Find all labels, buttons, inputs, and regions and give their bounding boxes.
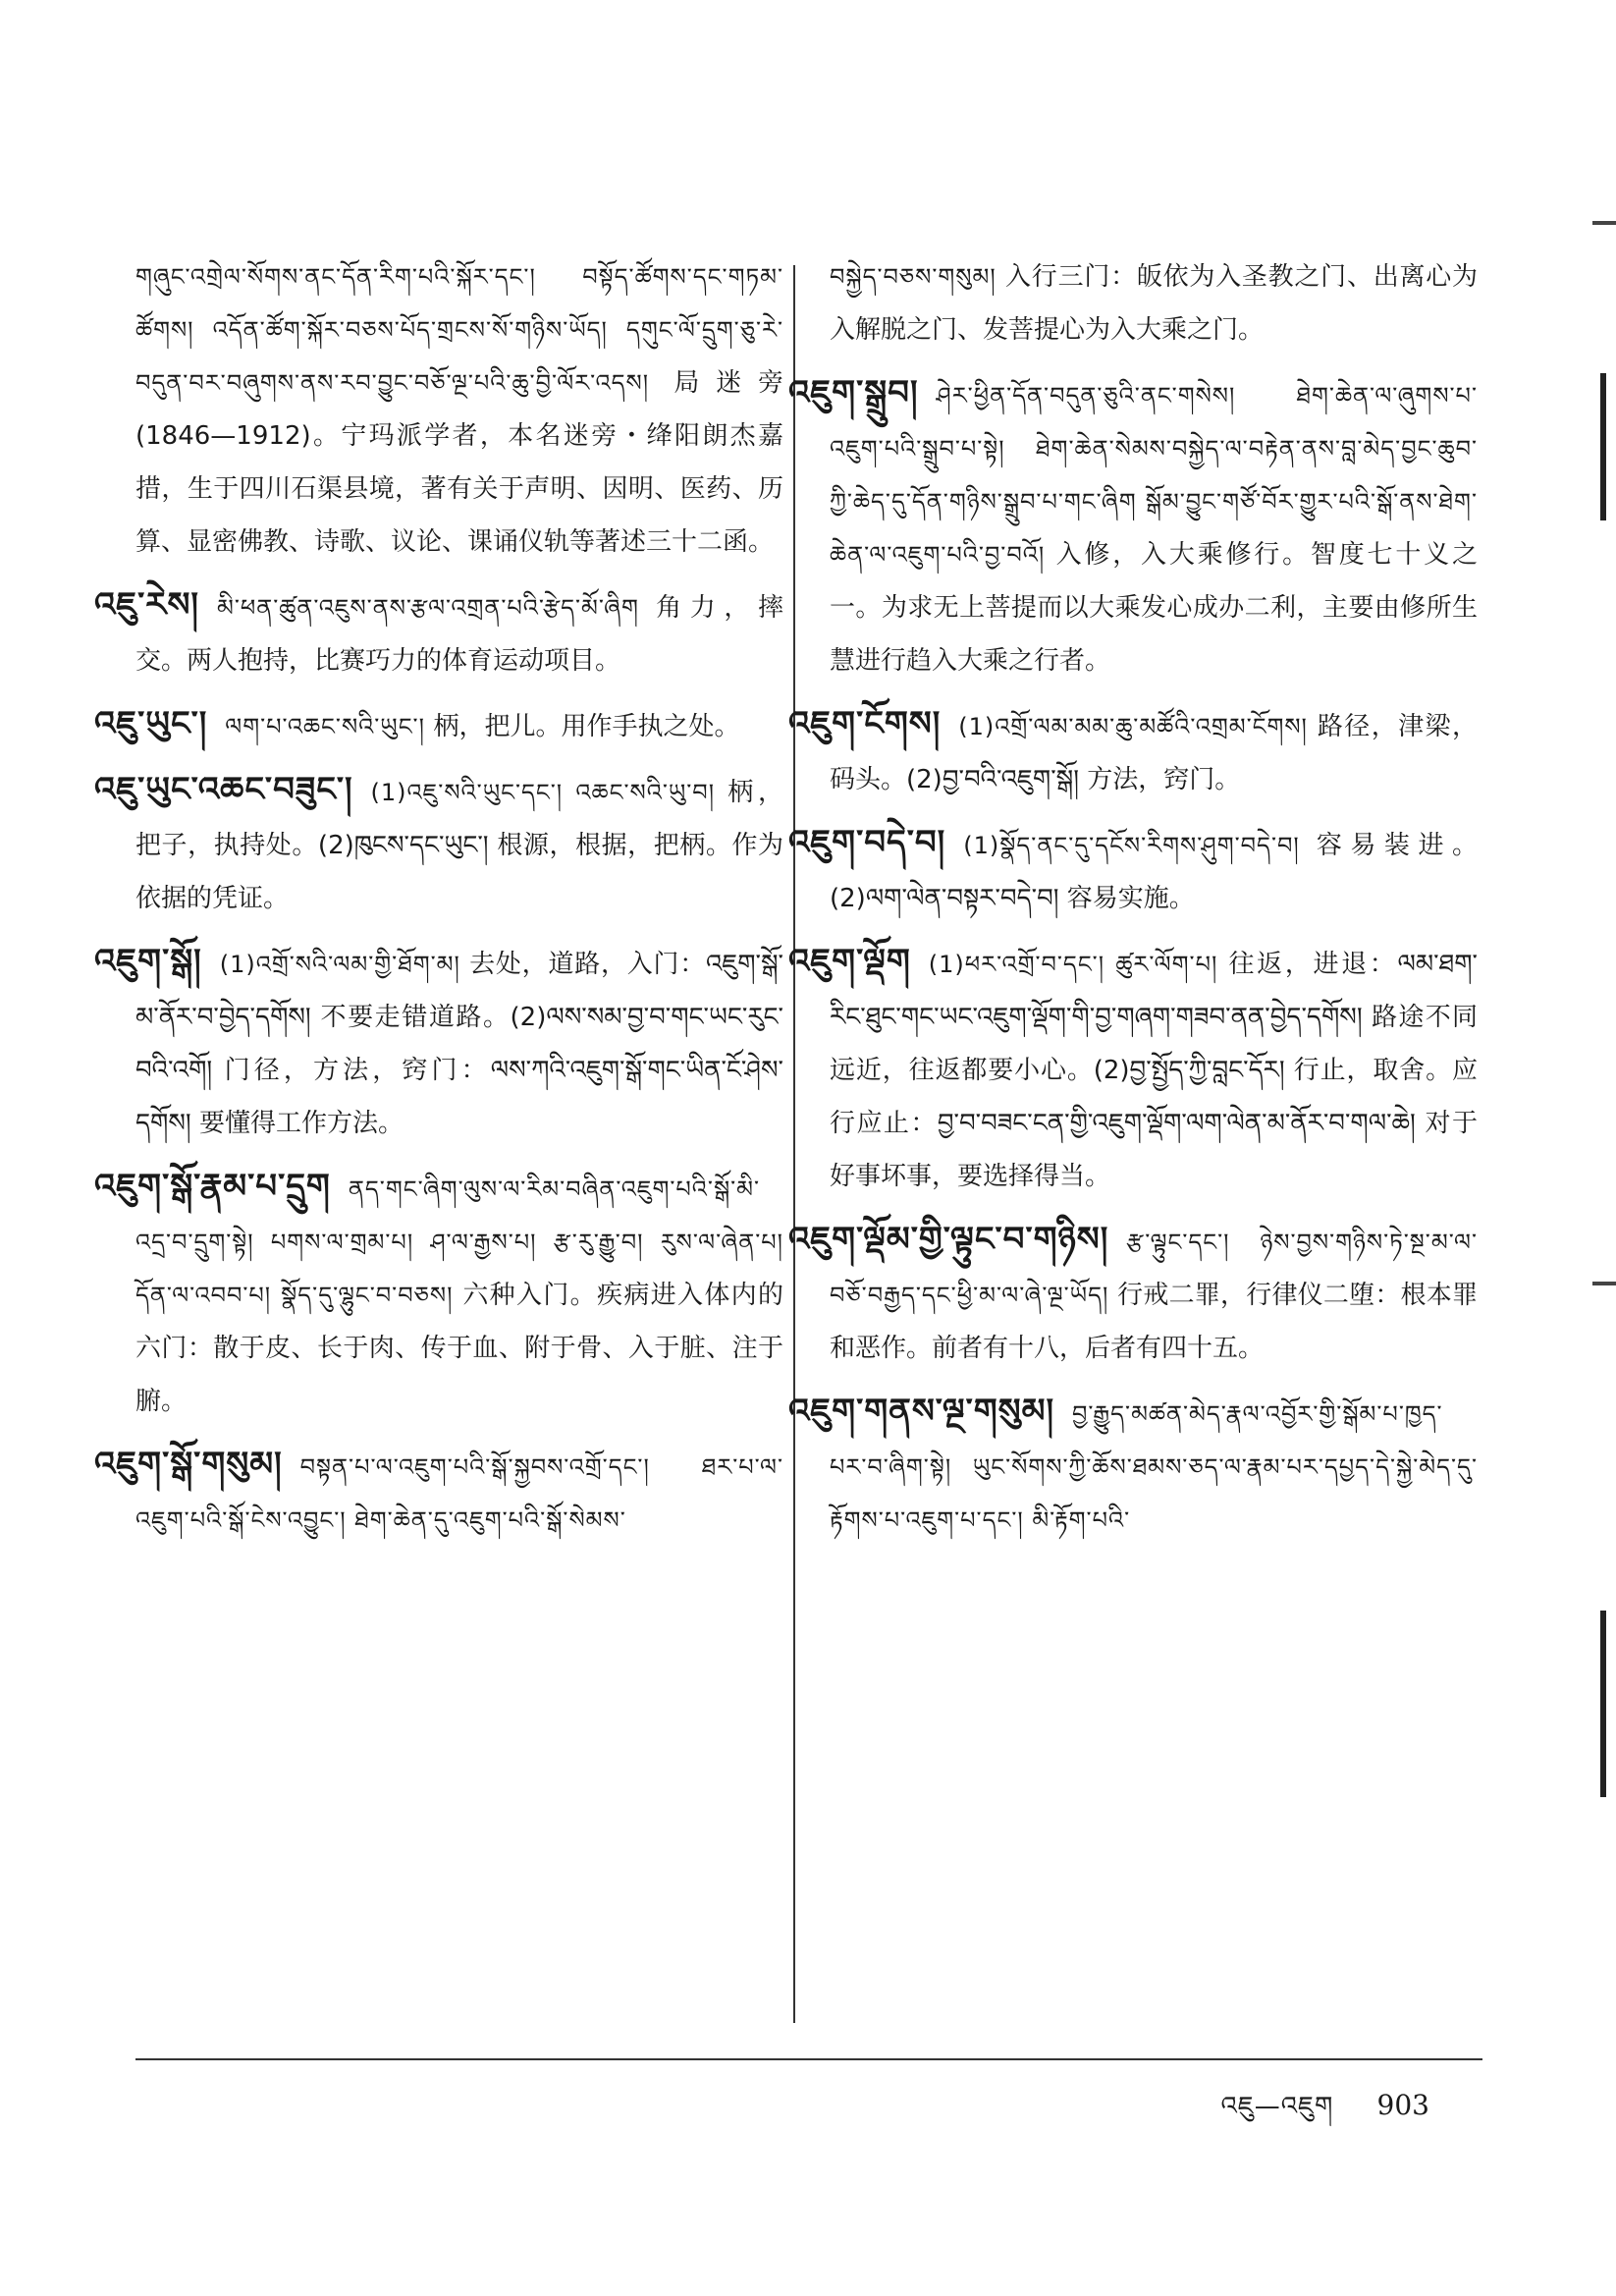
entry [94,935,783,1150]
entry-headword: འཇུ་རེས། [94,585,199,625]
entry-tibetan: གཞུང་འགྲེལ་སོགས་ནང་དོན་རིག་པའི་སྐོར་དང་། བསྟོད་ཚོགས་དང་གཏམ་ཚོགས། འདོན་ཚོག་སྐོར་བཅས་པོད་གྲངས་སོ་གཉིས་ཡོད། དགུང་ལོ་དྲུག་ཅུ་རེ་བདུན་བར་བཞུགས་ནས་རབ་བྱུང་བཅོ་ལྔ་པའི་ཆུ་བྱི་ལོར་འདས། [135,263,783,397]
entry-headword: འཇུག་ལྡོག [788,942,911,981]
entry-chinese: 路径，津梁，码头。(2)བྱ་བའི་འཇུག་སྒོ། 方法，窍门。 [830,712,1478,794]
entry-chinese: 入行三门：皈依为入圣教之门、出离心为入解脱之门、发菩提心为入大乘之门。 [830,262,1478,345]
entry [94,697,783,753]
entry-headword: འཇུག་སྒྲུབ། [788,373,919,412]
page-footer [1220,2078,1429,2150]
entry-headword: འཇུག་ངོགས། [788,704,942,743]
entry-headword: འཇུག་གནས་ལྔ་གསུམ། [788,1392,1055,1431]
entry-chinese: 去处，道路，入门：འཇུག་སྒོ་མ་ནོར་བ་བྱེད་དགོས། 不要走错道路。(2)ལས་སམ་བྱ་བ་གང་ཡང་རུང་བའི་འགོ། 门径，方法，窍门：ལས་ཀའི་འཇུག་སྒོ་གང་ཡིན་ངོ་ཤེས་དགོས། 要懂得工作方法。 [135,950,783,1138]
entry-tibetan: (1)འཇུ་སའི་ཡུང་དང་། འཆང་སའི་ཡུ་བ། [370,779,716,806]
entry-chinese: 入修，入大乘修行。智度七十义之一。为求无上菩提而以大乘发心成办二利，主要由修所生慧进行趋入大乘之行者。 [830,540,1478,676]
entry-headword: འཇུ་ཡུང་འཆང་བཟུང་། [94,770,353,809]
entry [94,1438,783,1547]
entry-tibetan: བསྟན་པ་ལ་འཇུག་པའི་སྒོ་སྐྱབས་འགྲོ་དང་། ཐར་པ་ལ་འཇུག་པའི་སྒོ་ངེས་འབྱུང་། ཐེག་ཆེན་དུ་འཇུག་པའི་སྒོ་སེམས་ [135,1453,783,1534]
page-number: 903 [1376,2089,1429,2121]
entry-chinese: 柄，把儿。用作手执之处。 [433,712,740,741]
entry-chinese: 往返，进退：ལམ་ཐག་རིང་ཐུང་གང་ཡང་འཇུག་ལྡོག་གི་བྱ་གཞག་གཟབ་ནན་བྱེད་དགོས། 路途不同远近，往返都要小心。(2)བྱ་སྤྱོད་ཀྱི་བླང་དོར། 行止，取舍。应行应止：བྱ་བ་བཟང་ངན་གྱི་འཇུག་ལྡོག་ལག་ལེན་མ་ནོར་བ་གལ་ཆེ། 对于好事坏事，要选择得当。 [830,950,1478,1191]
entry-headword: འཇུག་བདེ་བ། [788,823,946,862]
entry-headword: འཇུག་སྒོ། [94,942,202,981]
entry [94,578,783,687]
left-column [94,250,783,2018]
column-divider [793,265,795,2023]
entry-chinese: 行戒二罪，行律仪二堕：根本罪和恶作。前者有十八，后者有四十五。 [830,1281,1478,1363]
entry-tibetan: རྩ་ལྟུང་དང་། ཉེས་བྱས་གཉིས་ཏེ་སྔ་མ་ལ་བཅོ་བརྒྱད་དང་ཕྱི་མ་ལ་ཞེ་ལྔ་ཡོད། [830,1229,1478,1309]
entry-chinese: 柄，把子，执持处。(2)ཁུངས་དང་ཡུང་། 根源，根据，把柄。作为依据的凭证。 [135,778,783,913]
entry-tibetan: (1)ཕར་འགྲོ་བ་དང་། ཚུར་ལོག་པ། [928,951,1218,978]
entry-chinese: 局迷旁(1846—1912)。宁玛派学者，本名迷旁・绛阳朗杰嘉措，生于四川石渠县境，著有关于声明、因明、医药、历算、显密佛教、诗歌、议论、课诵仪轨等著述三十二函。 [135,368,783,557]
entry-tibetan: ལག་པ་འཆང་སའི་ཡུང་། [225,713,425,740]
entry-tibetan: བྱ་རྒྱུད་མཚན་མེད་རྣལ་འབྱོར་གྱི་སྒོམ་པ་ཁྱད་པར་བ་ཞིག་སྟེ། ཡུང་སོགས་ཀྱི་ཆོས་ཐམས་ཅད་ལ་རྣམ་པར་དཔྱད་དེ་སྐྱེ་མེད་དུ་རྟོགས་པ་འཇུག་པ་དང་། མི་རྟོག་པའི་ [830,1400,1478,1534]
entry-tibetan: མི་ཕན་ཚུན་འཇུས་ནས་རྩལ་འགྲན་པའི་རྩེད་མོ་ཞིག [216,594,639,622]
entry-headword: འཇུག་སྒོ་རྣམ་པ་དྲུག [94,1167,331,1206]
entry [135,250,783,569]
entry [788,935,1478,1203]
entry-chinese: 角力，摔交。两人抱持，比赛巧力的体育运动项目。 [135,593,783,676]
page-range: འཇུ—འཇུག [1220,2092,1334,2121]
entry [788,1385,1478,1547]
entry-headword: འཇུག་ལྡོམ་གྱི་ལྟུང་བ་གཉིས། [788,1220,1109,1259]
entry-chinese: 容易装进。(2)ལག་ལེན་བསྟར་བདེ་བ། 容易实施。 [830,831,1478,913]
edge-mark [1592,1282,1616,1285]
entry-tibetan: བསྐྱེད་བཅས་གསུམ། [830,263,997,291]
entry [94,1160,783,1428]
entry-tibetan: (1)འགྲོ་ལམ་མམ་ཆུ་མཚོའི་འགྲམ་ངོགས། [958,713,1308,740]
entry [788,697,1478,806]
right-column [788,250,1478,2018]
entry-headword: འཇུག་སྒོ་གསུམ། [94,1445,283,1484]
entry-headword: འཇུ་ཡུང་། [94,704,208,743]
entry-chinese: 六种入门。疾病进入体内的六门：散于皮、长于肉、传于血、附于骨、入于脏、注于腑。 [135,1281,783,1416]
entry-tibetan: (1)འགྲོ་སའི་ལམ་གྱི་ཐོག་མ། [219,951,460,978]
edge-bar [1600,373,1606,520]
entry [788,366,1478,687]
edge-mark [1592,221,1616,225]
entry [94,763,783,925]
entry [830,250,1478,356]
footer-rule [135,2058,1482,2060]
entry [788,816,1478,925]
edge-bar [1600,1611,1606,1797]
entry [788,1213,1478,1375]
entry-tibetan: ནད་གང་ཞིག་ལུས་ལ་རིམ་བཞིན་འཇུག་པའི་སྒོ་མི་འདྲ་བ་དྲུག་སྟེ། པགས་ལ་གྲམ་པ། ཤ་ལ་རྒྱས་པ། རྩ་རུ་རྒྱུ་བ། རུས་ལ་ཞེན་པ། དོན་ལ་འབབ་པ། སྣོད་དུ་ལྷུང་བ་བཅས། [135,1175,783,1309]
entry-tibetan: ཤེར་ཕྱིན་དོན་བདུན་ཅུའི་ནང་གསེས། ཐེག་ཆེན་ལ་ཞུགས་པ་འཇུག་པའི་སྒྲུབ་པ་སྟེ། ཐེག་ཆེན་སེམས་བསྐྱེད་ལ་བརྟེན་ནས་བླ་མེད་བྱང་ཆུབ་ཀྱི་ཆེད་དུ་དོན་གཉིས་སྒྲུབ་པ་གང་ཞིག སྒོམ་བྱུང་གཙོ་བོར་གྱུར་པའི་སྒོ་ནས་ཐེག་ཆེན་ལ་འཇུག་པའི་བྱ་བའོ། [830,382,1478,569]
entry-tibetan: (1)སྣོད་ནང་དུ་དངོས་རིགས་ཤུག་བདེ་བ། [963,832,1300,859]
